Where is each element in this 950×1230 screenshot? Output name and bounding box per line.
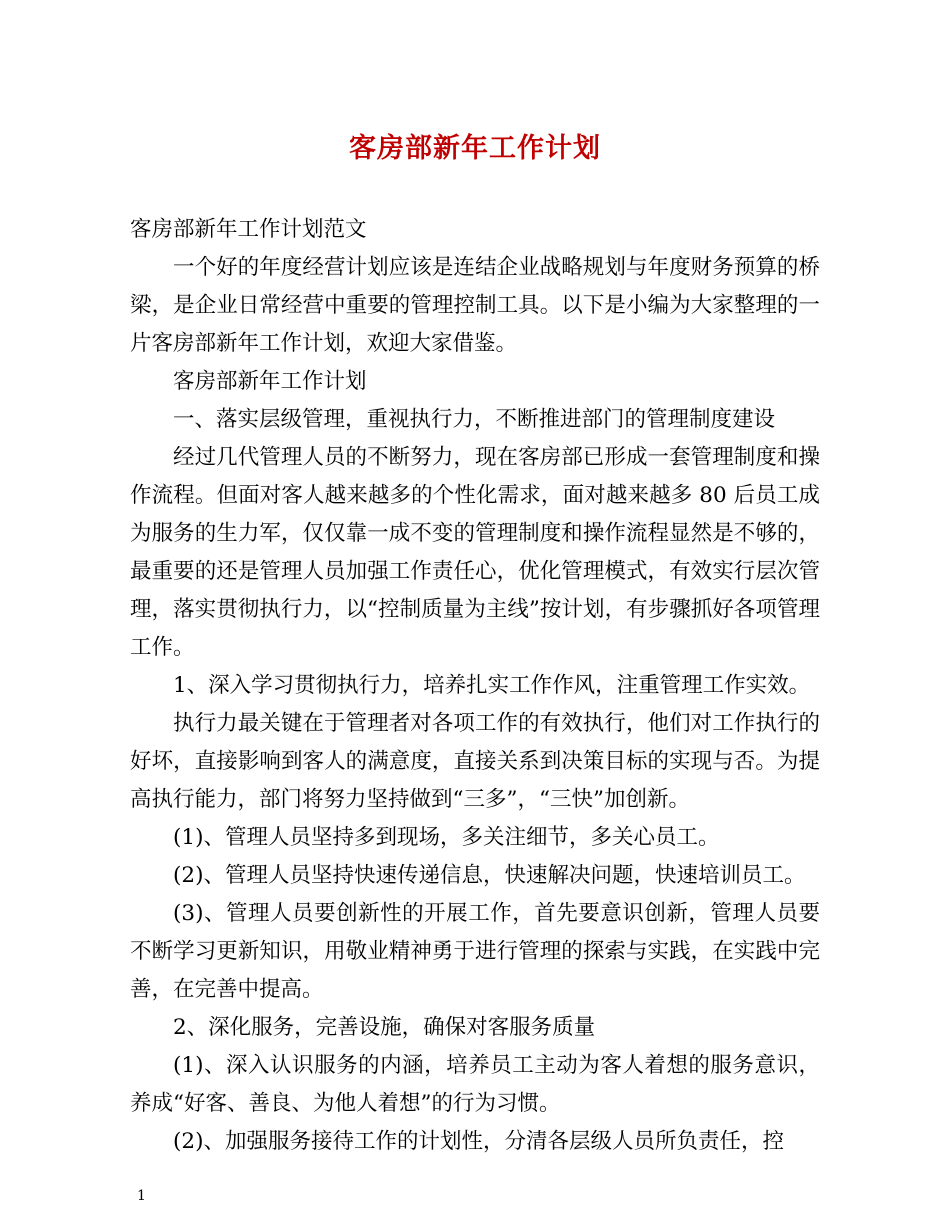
paragraph: 客房部新年工作计划 bbox=[173, 369, 367, 394]
paragraph: (3)、管理人员要创新性的开展工作，首先要意识创新，管理人员要不断学习更新知识，用敬业精神勇于进行管理的探索与实践，在实践中完善，在完善中提高。 bbox=[130, 901, 820, 1002]
paragraph: 一、落实层级管理，重视执行力，不断推进部门的管理制度建设 bbox=[173, 407, 776, 432]
paragraph: (1)、管理人员坚持多到现场，多关注细节，多关心员工。 bbox=[173, 825, 720, 850]
page-number: 1 bbox=[137, 1188, 146, 1204]
paragraph: 经过几代管理人员的不断努力，现在客房部已形成一套管理制度和操作流程。但面对客人越来越多的个性化需求，面对越来越多 80 后员工成为服务的生力军，仅仅靠一成不变的管理制度和操作流程显然是不够的，最重要的还是管理人员加强工作责任心，优化管理模式，有效实行层次管理，落实贯彻执行力，以“控制质量为主线”按计划，有步骤抓好各项管理工作。 bbox=[130, 445, 820, 660]
paragraph: (1)、深入认识服务的内涵，培养员工主动为客人着想的服务意识，养成“好客、善良、为他人着想”的行为习惯。 bbox=[130, 1053, 820, 1116]
paragraph: 1、深入学习贯彻执行力，培养扎实工作作风，注重管理工作实效。 bbox=[173, 673, 811, 698]
paragraph: 执行力最关键在于管理者对各项工作的有效执行，他们对工作执行的好坏，直接影响到客人的满意度，直接关系到决策目标的实现与否。为提高执行能力，部门将努力坚持做到“三多”，“三快”加创新。 bbox=[130, 711, 820, 812]
paragraph: 客房部新年工作计划范文 bbox=[130, 217, 367, 242]
page-title: 客房部新年工作计划 bbox=[349, 133, 601, 164]
paragraph: (2)、加强服务接待工作的计划性，分清各层级人员所负责任，控 bbox=[173, 1129, 784, 1154]
document-body bbox=[130, 165, 820, 1161]
paragraph: (2)、管理人员坚持快速传递信息，快速解决问题，快速培训员工。 bbox=[173, 863, 806, 888]
paragraph: 一个好的年度经营计划应该是连结企业战略规划与年度财务预算的桥梁，是企业日常经营中重要的管理控制工具。以下是小编为大家整理的一片客房部新年工作计划，欢迎大家借鉴。 bbox=[130, 255, 820, 356]
paragraph: 2、深化服务，完善设施，确保对客服务质量 bbox=[173, 1015, 596, 1040]
